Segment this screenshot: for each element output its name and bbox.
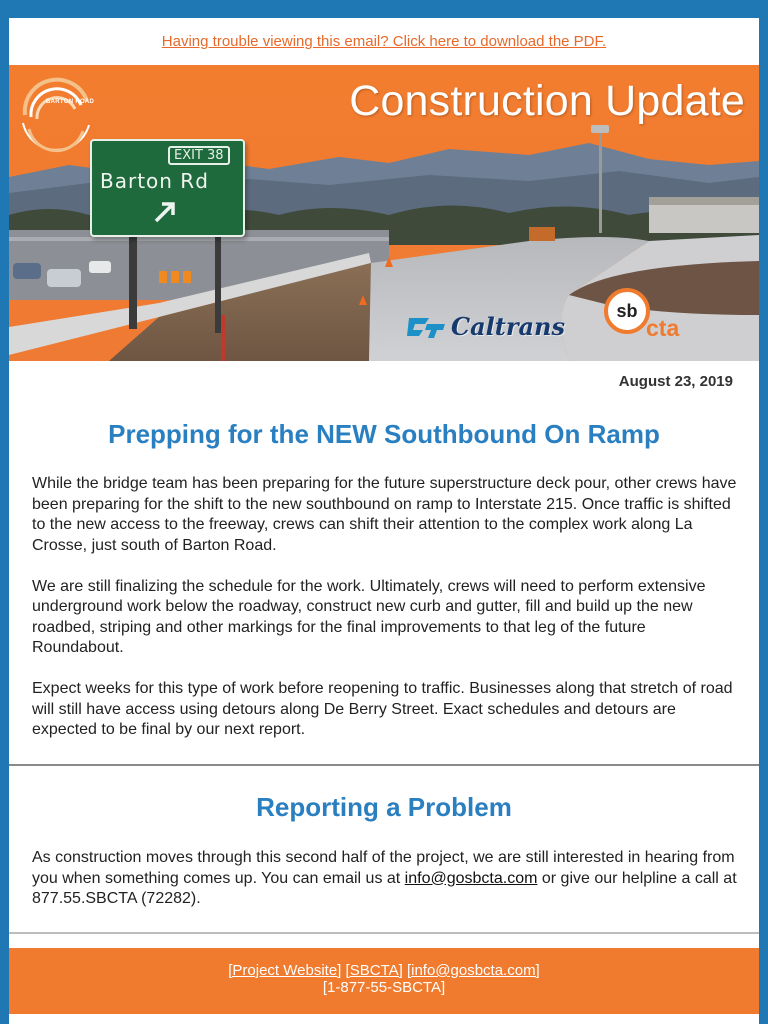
section-divider — [9, 764, 759, 766]
issue-date: August 23, 2019 — [618, 373, 733, 390]
reporting-text-after: or give our helpline a call at 877.55.SBCTA (72282). — [32, 869, 737, 907]
sign-road-name: Barton Rd — [100, 169, 209, 193]
hero-title: Construction Update — [349, 77, 745, 125]
email-frame — [9, 18, 759, 1024]
paragraph: Expect weeks for this type of work before reopening to traffic. Businesses along that stretch of road will still have access using detours along De Berry Street. Exact schedules and detours are expected to be final by our next report. — [32, 680, 733, 738]
hero-banner — [9, 65, 759, 361]
sign-exit-label: EXIT 38 — [168, 146, 230, 165]
footer-divider — [9, 932, 759, 934]
footer-email-link[interactable]: [info@gosbcta.com] — [406, 962, 540, 979]
section-body-ramp — [32, 474, 740, 761]
sbcta-logo — [603, 287, 651, 335]
reporting-text-before: As construction moves through this second half of the project, we are still interested in hearing from you when something comes up. You can email us at — [32, 849, 735, 887]
arrow-up-right-icon — [152, 199, 180, 225]
download-pdf-link[interactable]: Having trouble viewing this email? Click here to download the PDF. — [161, 33, 607, 50]
email-link[interactable]: info@gosbcta.com — [404, 869, 538, 887]
paragraph: While the bridge team has been preparing for the future superstructure deck pour, other crews have been preparing for the shift to the new southbound on ramp to Interstate 215. Once traffic is shifted to the new access to the freeway, crews can shift their attention to the complex work along La Crosse, just south of Barton Road. — [32, 475, 737, 554]
caltrans-logo — [407, 312, 565, 341]
cta-wordmark: cta — [646, 315, 680, 341]
section-body-reporting — [32, 848, 740, 910]
project-website-link[interactable]: [Project Website] — [228, 962, 342, 979]
logo-text: BARTON ROAD — [46, 99, 95, 105]
sb-logo-text: sb — [616, 301, 638, 321]
section-heading-reporting: Reporting a Problem — [256, 792, 512, 822]
footer — [9, 948, 759, 1014]
sbcta-link[interactable]: [SBCTA] — [345, 962, 403, 979]
highway-sign — [90, 139, 245, 237]
caltrans-wordmark: Caltrans — [451, 312, 566, 341]
paragraph: We are still finalizing the schedule for the work. Ultimately, crews will need to perform extensive underground work below the roadway, construct new curb and gutter, fill and build up the new roadbed, striping and other markings for the final improvements to that leg of the future Roundabout. — [32, 577, 706, 656]
barton-road-logo — [15, 71, 99, 155]
footer-phone: [1-877-55-SBCTA] — [322, 979, 446, 996]
caltrans-mark-icon — [407, 316, 445, 338]
section-heading-ramp: Prepping for the NEW Southbound On Ramp — [108, 419, 660, 449]
